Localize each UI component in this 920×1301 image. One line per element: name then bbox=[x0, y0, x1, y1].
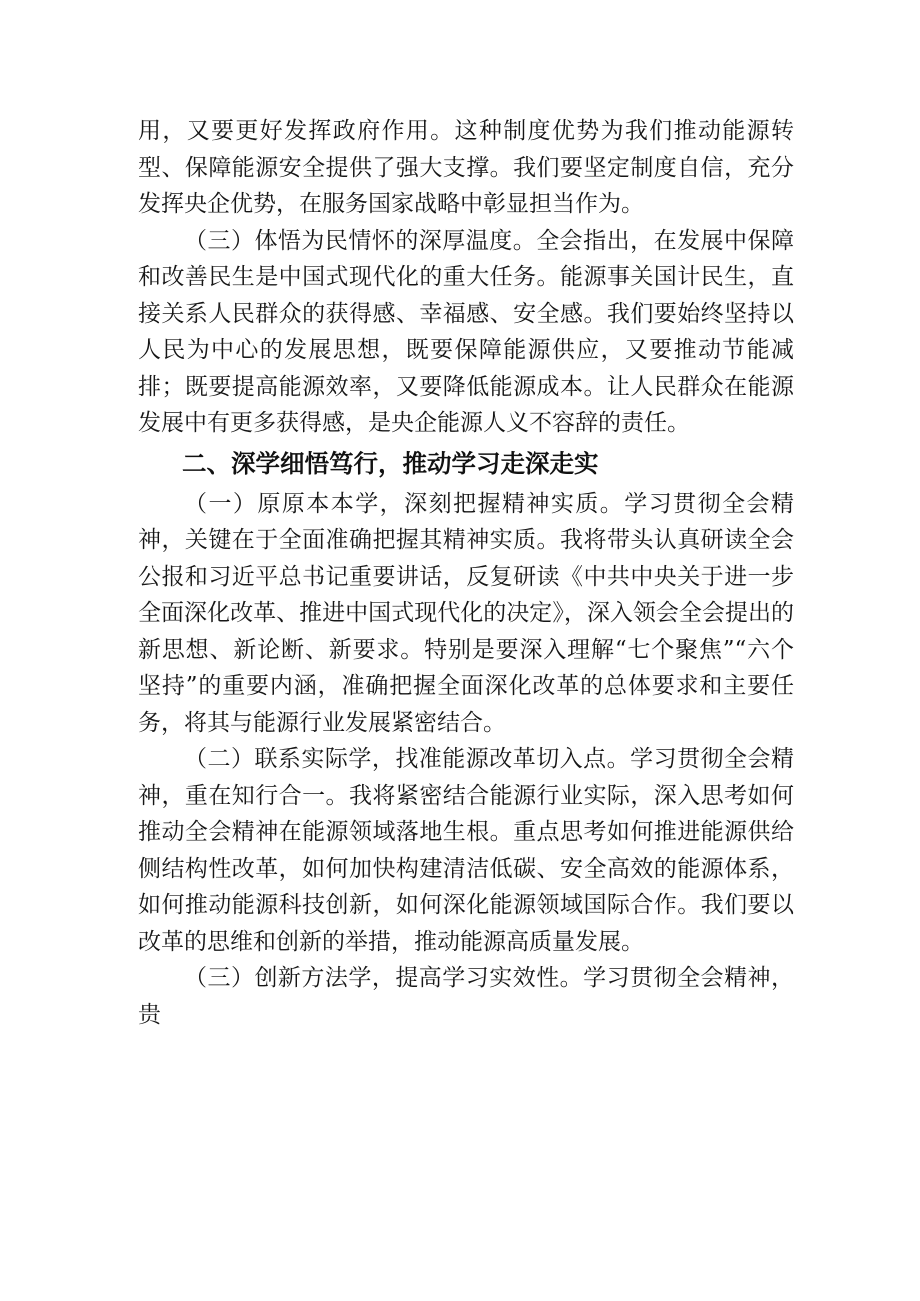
paragraph-study-practice: （二）联系实际学，找准能源改革切入点。学习贯彻全会精神，重在知行合一。我将紧密结合能源行业实际，深入思考如何推动全会精神在能源领域落地生根。重点思考如何推进能源供给侧结构性改革，如何加快构建清洁低碳、安全高效的能源体系，如何推动能源科技创新，如何深化能源领域国际合作。我们要以改革的思维和创新的举措，推动能源高质量发展。 bbox=[138, 746, 794, 955]
paragraph-continuation: 用，又要更好发挥政府作用。这种制度优势为我们推动能源转型、保障能源安全提供了强大支撑。我们要坚定制度自信，充分发挥央企优势，在服务国家战略中彰显担当作为。 bbox=[138, 118, 794, 217]
paragraph-study-methods: （三）创新方法学，提高学习实效性。学习贯彻全会精神，贵 bbox=[138, 965, 794, 1028]
paragraph-people-livelihood: （三）体悟为民情怀的深厚温度。全会指出，在发展中保障和改善民生是中国式现代化的重大任务。能源事关国计民生，直接关系人民群众的获得感、幸福感、安全感。我们要始终坚持以人民为中心的发展思想，既要保障能源供应，又要推动节能减排；既要提高能源效率，又要降低能源成本。让人民群众在能源发展中有更多获得感，是央企能源人义不容辞的责任。 bbox=[138, 227, 794, 436]
document-body bbox=[138, 113, 794, 1033]
section-heading: 二、深学细悟笃行，推动学习走深走实 bbox=[182, 448, 599, 478]
paragraph-study-original: （一）原原本本学，深刻把握精神实质。学习贯彻全会精神，关键在于全面准确把握其精神实质。我将带头认真研读全会公报和习近平总书记重要讲话，反复研读《中共中央关于进一步全面深化改革、推进中国式现代化的决定》，深入领会全会提出的新思想、新论断、新要求。特别是要深入理解“七个聚焦”“六个坚持”的重要内涵，准确把握全面深化改革的总体要求和主要任务，将其与能源行业发展紧密结合。 bbox=[138, 490, 794, 736]
